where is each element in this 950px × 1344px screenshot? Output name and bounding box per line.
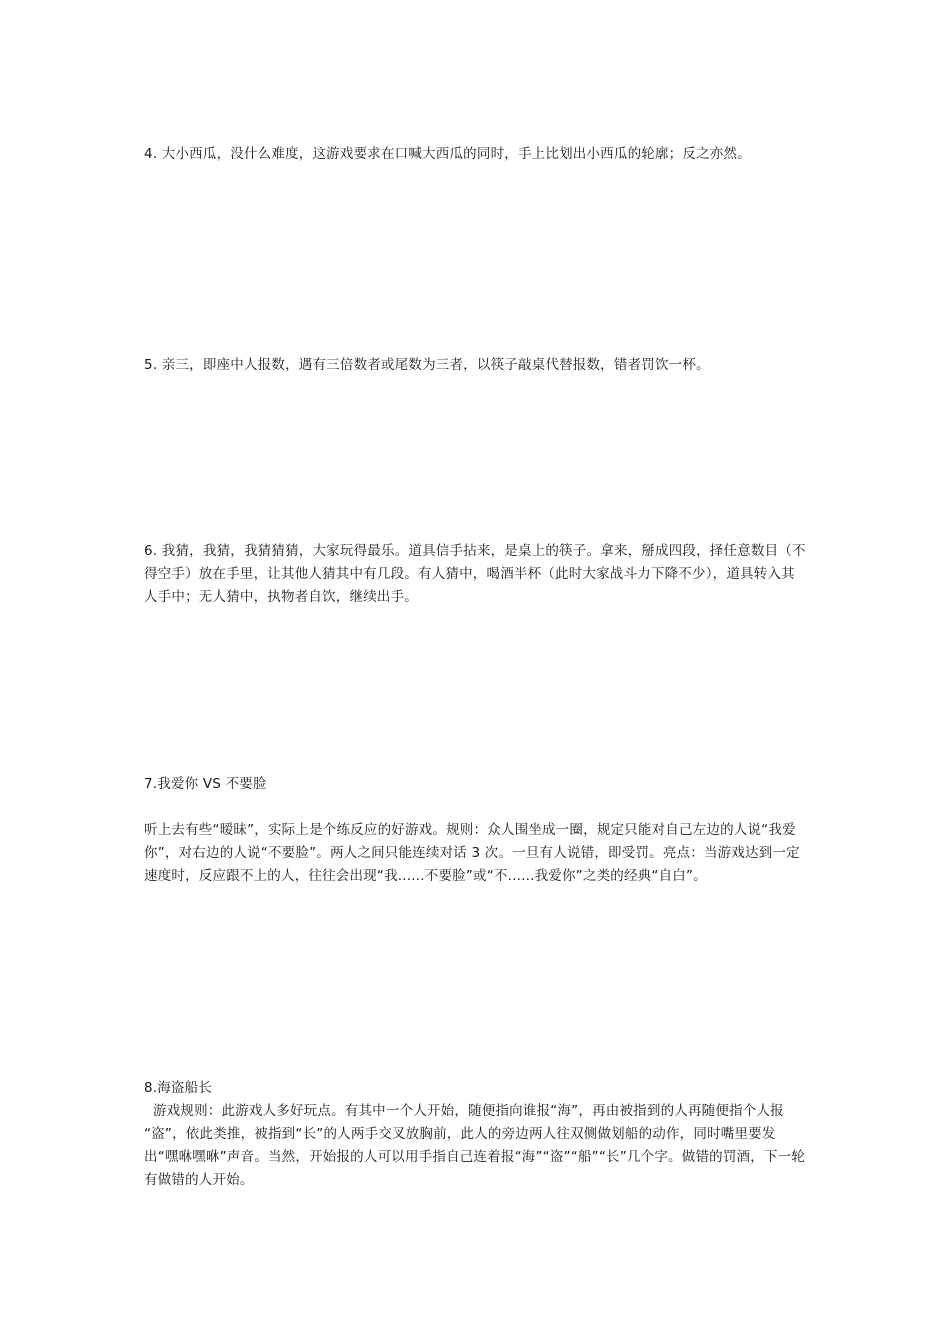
item-8 bbox=[144, 1077, 808, 1192]
item-4 bbox=[144, 143, 808, 166]
item-4-text: 4. 大小西瓜，没什么难度，这游戏要求在口喊大西瓜的同时，手上比划出小西瓜的轮廓；反之亦然。 bbox=[144, 146, 751, 162]
item-6-text: 6. 我猜，我猜，我猜猜猜，大家玩得最乐。道具信手拈来，是桌上的筷子。拿来，掰成四段，择任意数目（不得空手）放在手里，让其他人猜其中有几段。有人猜中，喝酒半杯（此时大家战斗力下降不少），道具转入其人手中；无人猜中，执物者自饮，继续出手。 bbox=[144, 543, 806, 605]
item-5-text: 5. 亲三，即座中人报数，遇有三倍数者或尾数为三者，以筷子敲桌代替报数，错者罚饮一杯。 bbox=[144, 357, 710, 373]
item-8-text: 游戏规则：此游戏人多好玩点。有其中一个人开始，随便指向谁报“海”，再由被指到的人再随便指个人报 “盗”，依此类推，被指到“长”的人两手交叉放胸前，此人的旁边两人往双侧做划船的动作，同时嘴里要发 出“嘿咻嘿咻”声音。当然，开始报的人可以用手指自己连着报“海”“盗”“船”“长”几个字。做错的罚酒，下一轮有做错的人开始。 bbox=[144, 1103, 806, 1188]
item-8-title: 8.海盗船长 bbox=[144, 1080, 213, 1096]
item-7 bbox=[144, 773, 808, 888]
item-7-title: 7.我爱你 VS 不要脸 bbox=[144, 776, 267, 792]
item-6 bbox=[144, 540, 808, 609]
item-5 bbox=[144, 354, 808, 377]
item-7-text: 听上去有些“暧昧”，实际上是个练反应的好游戏。规则：众人围坐成一圈，规定只能对自己左边的人说“我爱你”，对右边的人说“不要脸”。两人之间只能连续对话 3 次。一旦有人说错，即受罚。亮点：当游戏达到一定速度时，反应跟不上的人，往往会出现“我......不要脸”或“不......我爱你”之类的经典“自白”。 bbox=[144, 822, 800, 884]
